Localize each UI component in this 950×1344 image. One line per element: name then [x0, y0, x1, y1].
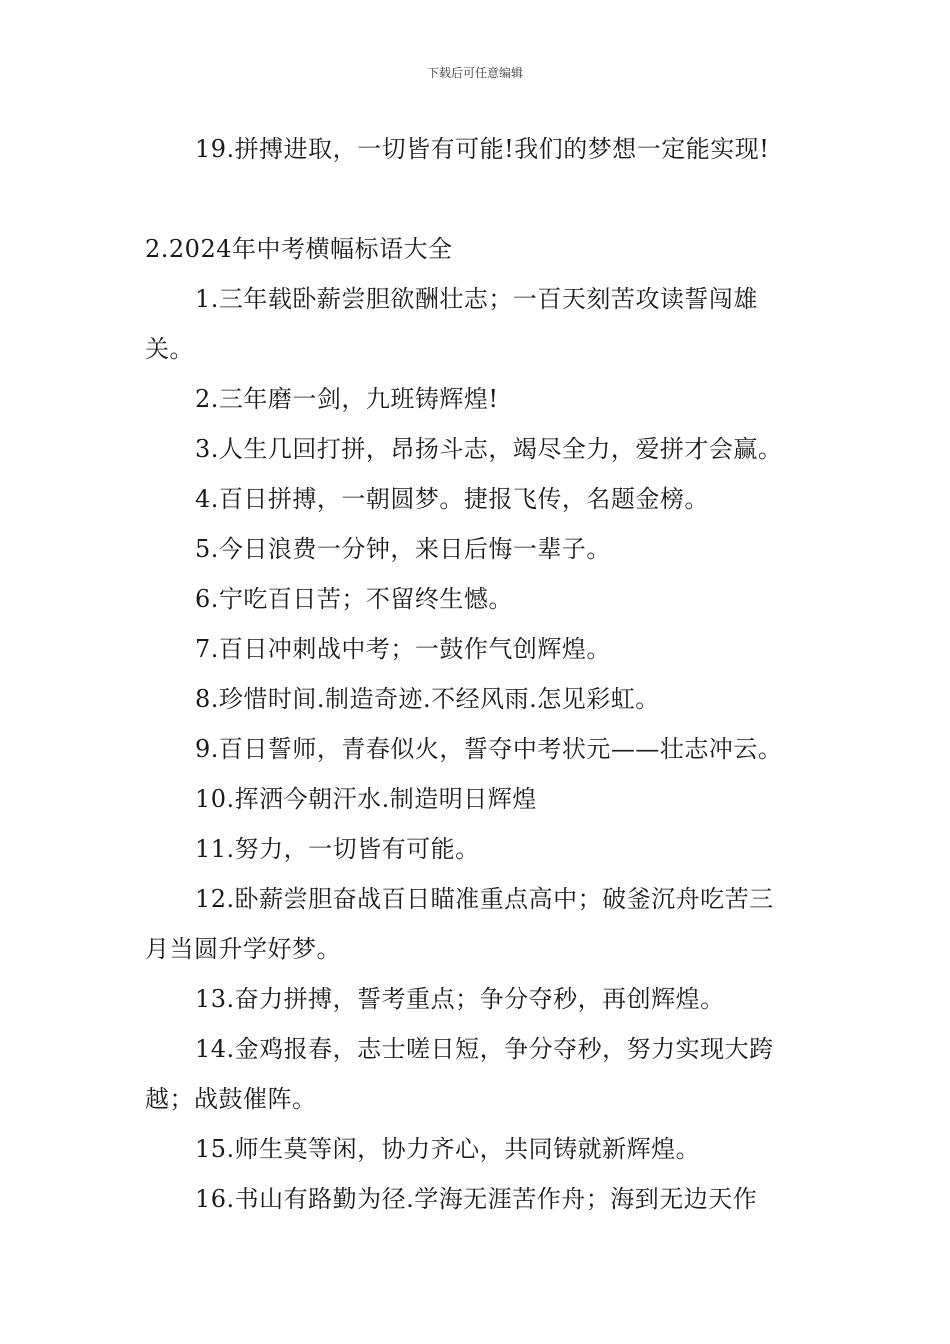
list-item: 12.卧薪尝胆奋战百日瞄准重点高中；破釜沉舟吃苦三 [195, 885, 774, 913]
list-item: 14.金鸡报春，志士嗟日短，争分夺秒，努力实现大跨 [195, 1035, 774, 1063]
list-item: 15.师生莫等闲，协力齐心，共同铸就新辉煌。 [195, 1135, 701, 1163]
list-item: 1.三年载卧薪尝胆欲酬壮志；一百天刻苦攻读誓闯雄 [195, 285, 758, 313]
list-item: 3.人生几回打拼，昂扬斗志，竭尽全力，爱拼才会赢。 [195, 435, 783, 463]
header-note: 下载后可任意编辑 [426, 66, 523, 80]
list-item: 5.今日浪费一分钟，来日后悔一辈子。 [195, 535, 611, 563]
list-item: 11.努力，一切皆有可能。 [195, 835, 480, 863]
list-item-continuation: 月当圆升学好梦。 [145, 935, 341, 963]
list-item-continuation: 关。 [145, 335, 194, 363]
list-item: 7.百日冲刺战中考；一鼓作气创辉煌。 [195, 635, 611, 663]
list-item-continuation: 越；战鼓催阵。 [145, 1085, 317, 1113]
list-item: 10.挥洒今朝汗水.制造明日辉煌 [195, 785, 537, 813]
top-item: 19.拼搏进取，一切皆有可能!我们的梦想一定能实现! [195, 135, 770, 163]
list-item: 6.宁吃百日苦；不留终生憾。 [195, 585, 513, 613]
list-item: 2.三年磨一剑，九班铸辉煌! [195, 385, 499, 413]
list-item: 8.珍惜时间.制造奇迹.不经风雨.怎见彩虹。 [195, 685, 660, 713]
list-item: 16.书山有路勤为径.学海无涯苦作舟；海到无边天作 [195, 1185, 758, 1213]
list-item: 9.百日誓师，青春似火，誓夺中考状元——壮志冲云。 [195, 735, 783, 763]
list-item: 13.奋力拼搏，誓考重点；争分夺秒，再创辉煌。 [195, 985, 725, 1013]
section-heading: 2.2024年中考横幅标语大全 [145, 235, 453, 263]
list-item: 4.百日拼搏，一朝圆梦。捷报飞传，名题金榜。 [195, 485, 709, 513]
